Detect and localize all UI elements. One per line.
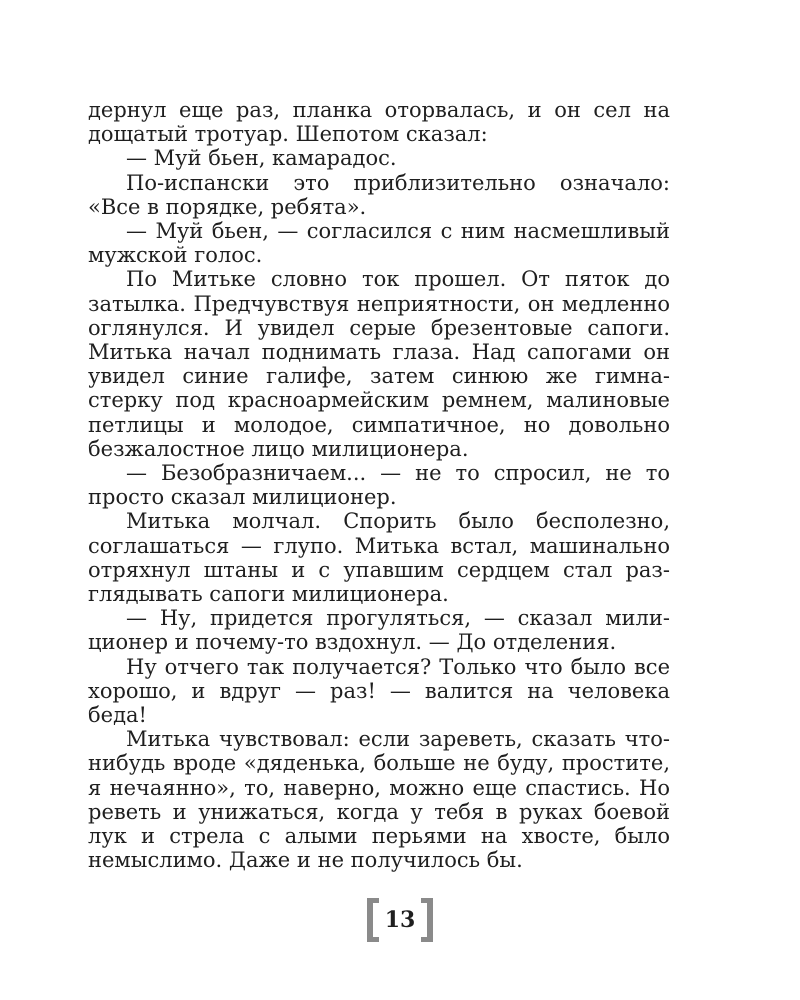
paragraph-9: Ну отчего так получается? Только что было все хорошо, и вдруг — раз! — валится на человека беда! [88, 654, 670, 728]
page-number: 13 [384, 907, 416, 933]
paragraph-10: Митька чувствовал: если зареветь, сказать что-нибудь вроде «дяденька, больше не буду, простите, я нечаянно», то, наверно, можно еще спастись. Но реветь и унижаться, когда у тебя в руках боевой лук и стрела с алыми перьями на хвосте, было немыслимо. Даже и не получилось бы. [88, 727, 670, 873]
paragraph-4: — Муй бьен, — согласился с ним насмешливый мужской голос. [88, 219, 670, 268]
paragraph-8: — Ну, придется прогуляться, — сказал милиционер и почему-то вздохнул. — До отделения. [88, 606, 670, 655]
paragraph-6: — Безобразничаем... — не то спросил, не то просто сказал милиционер. [88, 461, 670, 510]
paragraph-2: — Муй бьен, камарадос. [126, 146, 397, 171]
paragraph-1: дернул еще раз, планка оторвалась, и он сел на дощатый тротуар. Шепотом сказал: [88, 98, 670, 147]
page-number-box [367, 898, 433, 942]
paragraph-7: Митька молчал. Спорить было бесполезно, соглашаться — глупо. Митька встал, машинально отряхнул штаны и с упавшим сердцем стал разглядывать сапоги милиционера. [88, 509, 670, 607]
book-page-text [88, 98, 670, 873]
paragraph-5: По Митьке словно ток прошел. От пяток до затылка. Предчувствуя неприятности, он медленно оглянулся. И увидел серые брезентовые сапоги. Митька начал поднимать глаза. Над сапогами он увидел синие галифе, затем синюю же гимнастерку под красноармейским ремнем, малиновые петлицы и молодое, симпатичное, но довольно безжалостное лицо милиционера. [88, 267, 670, 461]
right-bracket-icon [421, 898, 433, 942]
page-footer [0, 898, 800, 942]
paragraph-3: По-испански это приблизительно означало: «Все в порядке, ребята». [88, 170, 670, 219]
left-bracket-icon [367, 898, 379, 942]
